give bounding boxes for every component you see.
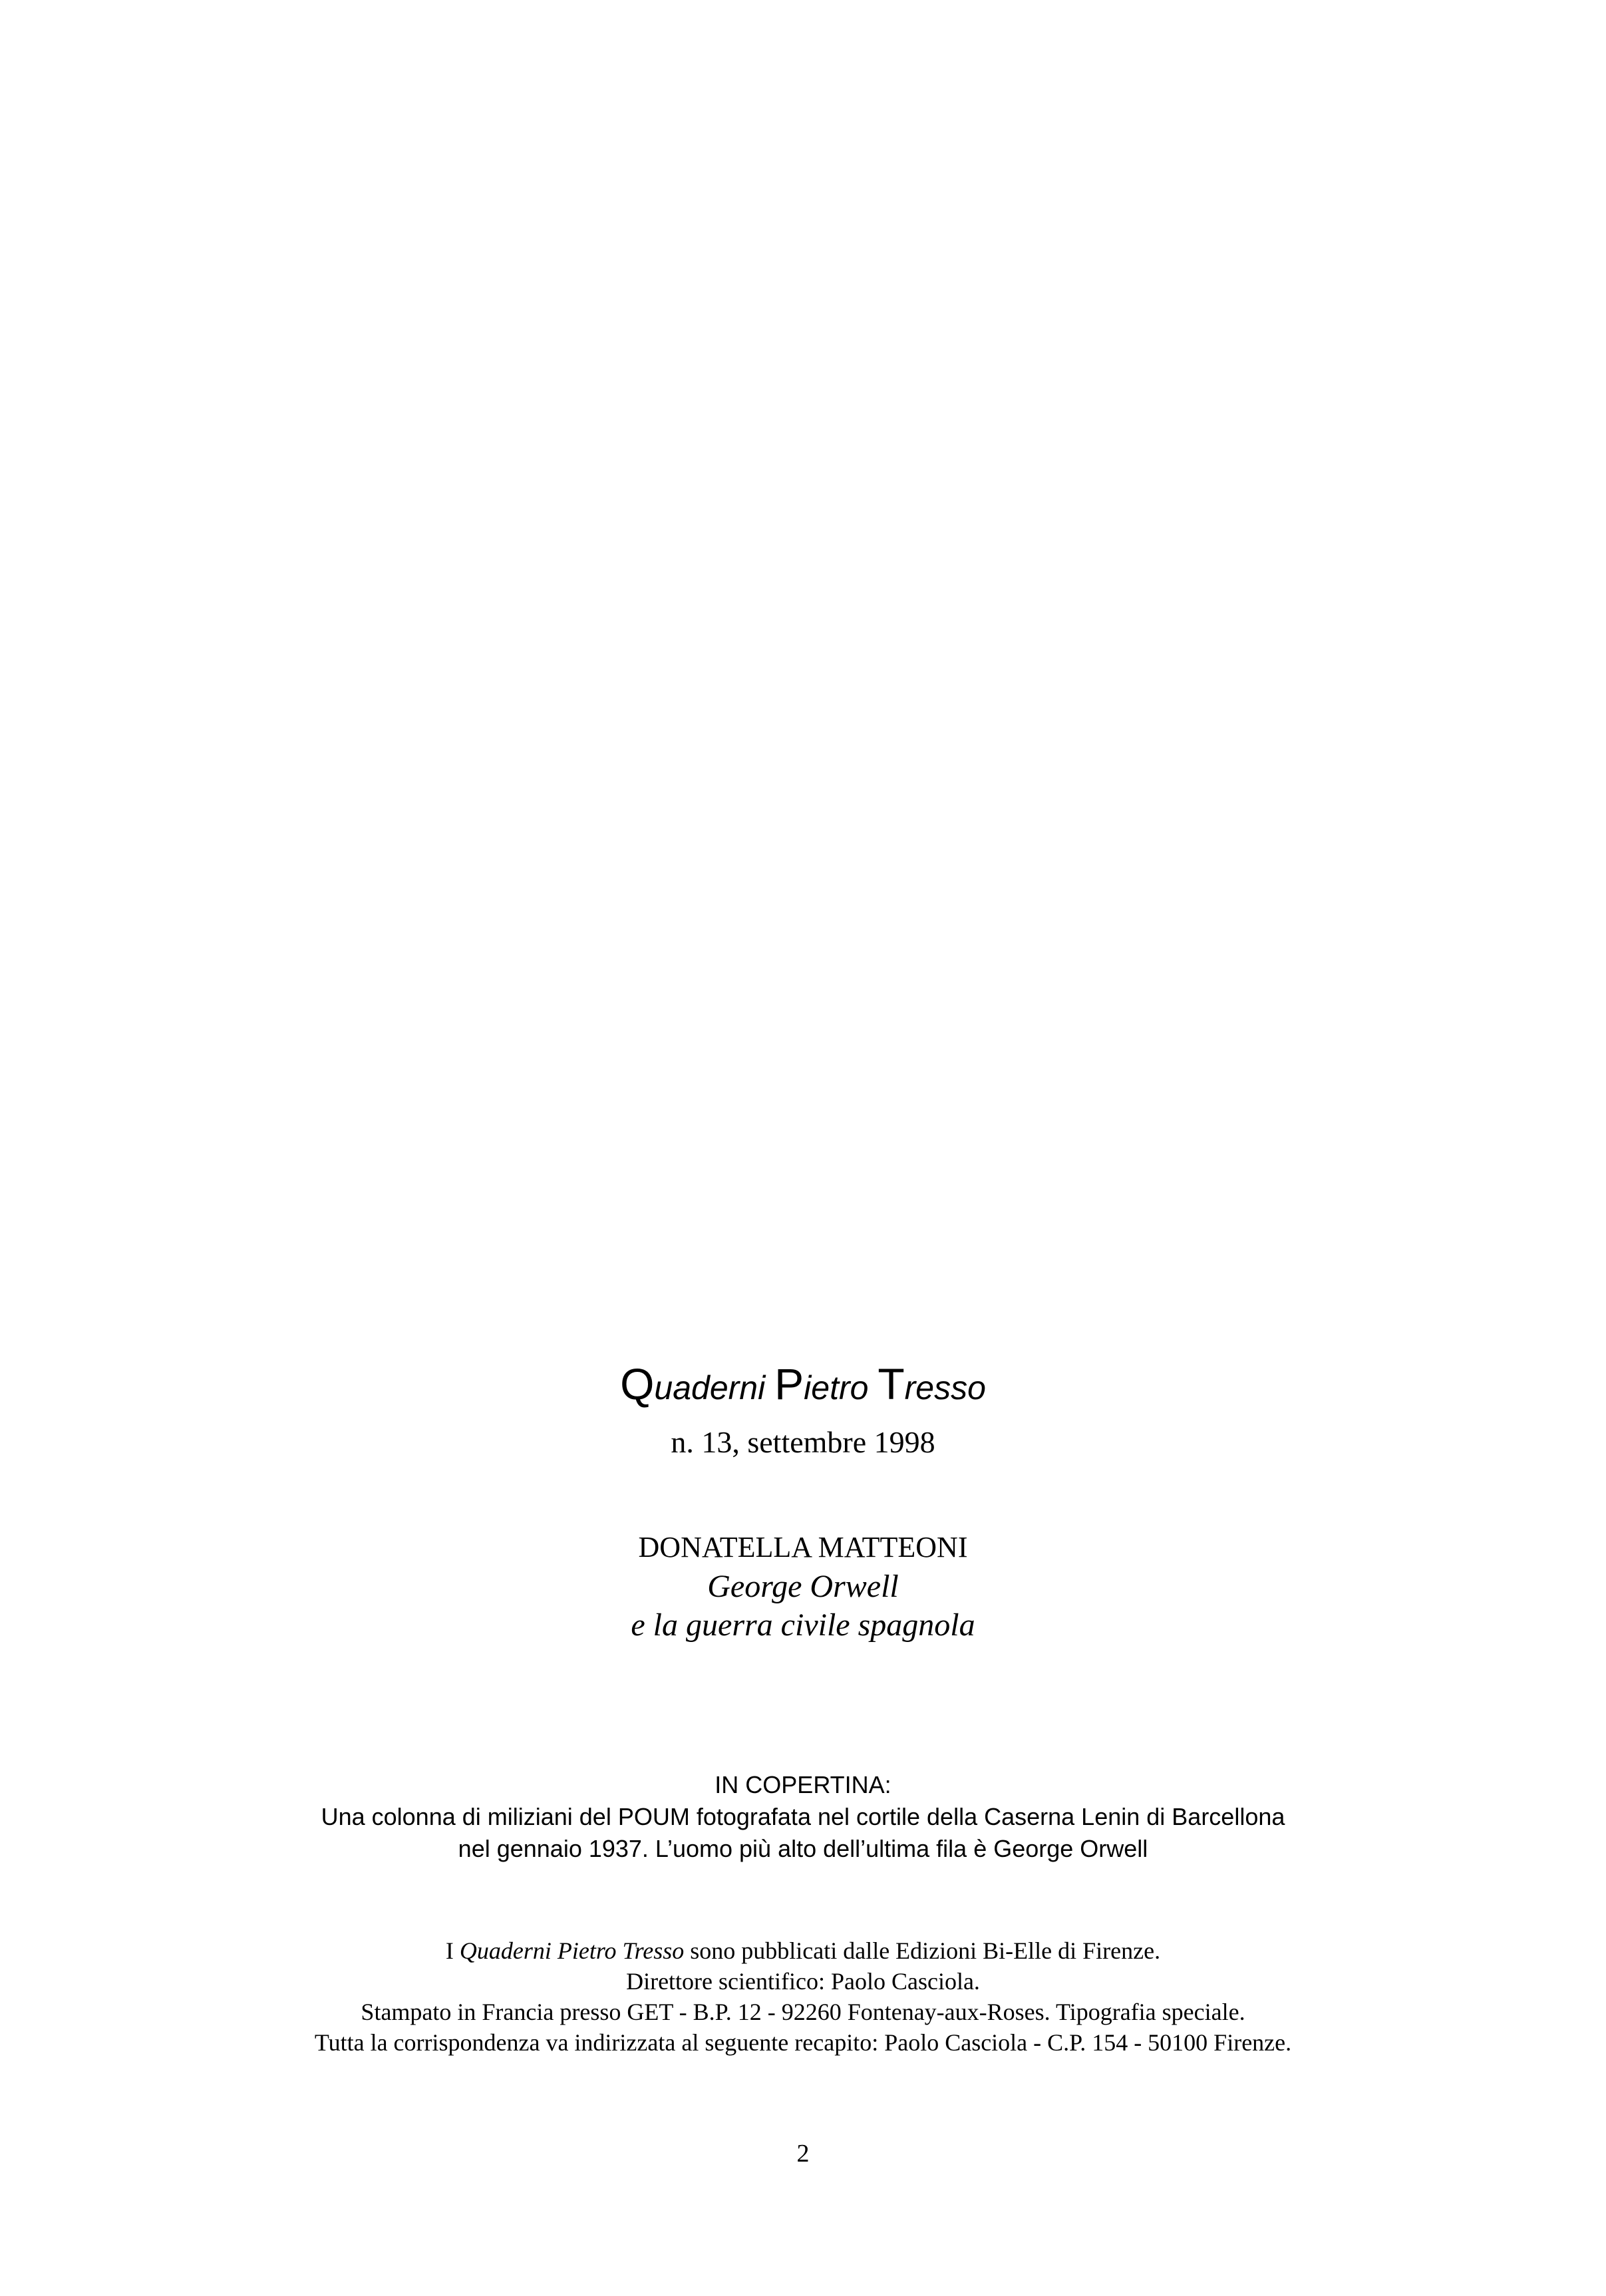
- work-subtitle: e la guerra civile spagnola: [631, 1607, 975, 1643]
- colophon-prefix: I: [445, 1937, 460, 1964]
- colophon-publisher-text: sono pubblicati dalle Edizioni Bi-Elle di Firenze.: [684, 1937, 1161, 1964]
- colophon-address-line: Tutta la corrispondenza va indirizzata al seguente recapito: Paolo Casciola - C.P. 154 - 50100 Firenze.: [314, 2029, 1292, 2056]
- cover-caption-line-2: nel gennaio 1937. L’uomo più alto dell’ultima fila è George Orwell: [458, 1835, 1148, 1862]
- cover-heading: IN COPERTINA:: [715, 1771, 891, 1798]
- colophon-publisher-line: [0, 1936, 1606, 1965]
- page-number: 2: [796, 2140, 810, 2168]
- cover-caption-line-1: Una colonna di miliziani del POUM fotografata nel cortile della Caserna Lenin di Barcellona: [321, 1803, 1285, 1830]
- series-title-uaderni: uaderni: [654, 1369, 775, 1406]
- work-title: George Orwell: [707, 1569, 899, 1604]
- series-title-initial-p: P: [774, 1359, 804, 1408]
- colophon-printer-line: Stampato in Francia presso GET - B.P. 12 - 92260 Fontenay-aux-Roses. Tipografia speciale.: [361, 1999, 1245, 2025]
- series-title-resso: resso: [904, 1369, 986, 1406]
- colophon-director-line: Direttore scientifico: Paolo Casciola.: [626, 1968, 980, 1995]
- series-title-initial-q: Q: [620, 1359, 655, 1408]
- colophon-series-name: Quaderni Pietro Tresso: [459, 1937, 685, 1964]
- issue-line: n. 13, settembre 1998: [671, 1425, 935, 1459]
- author-name: DONATELLA MATTEONI: [638, 1531, 968, 1563]
- series-title: [0, 1357, 1606, 1414]
- series-title-initial-t: T: [878, 1359, 905, 1408]
- series-title-ietro: ietro: [804, 1369, 878, 1406]
